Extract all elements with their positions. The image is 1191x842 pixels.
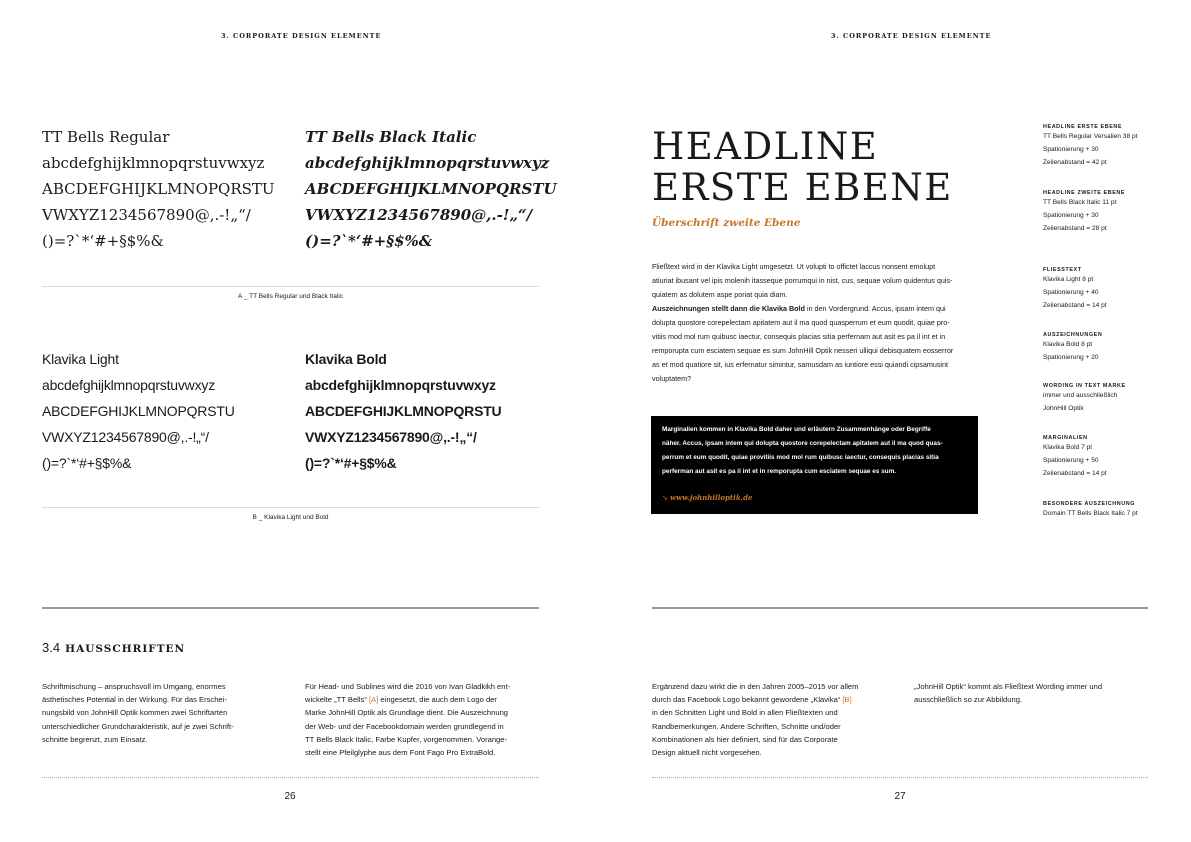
spec-line: Klavika Bold 7 pt (1043, 444, 1093, 451)
spec-line: Zeilenabstand = 28 pt (1043, 225, 1107, 232)
body-column-1 (42, 680, 282, 746)
text-line: „JohnHill Optik“ kommt als Fließtext Wording immer und (914, 682, 1103, 691)
specimen-line: VWXYZ1234567890@,.-!„“/ (42, 429, 209, 445)
specimen-title: TT Bells Black Italic (305, 128, 477, 146)
spec-group (1043, 501, 1173, 520)
text-line: unterschiedlicher Grundcharakteristik, auf je zwei Schrift- (42, 721, 234, 731)
headline-line: ERSTE EBENE (652, 166, 953, 209)
spec-group (1043, 190, 1173, 267)
text-line: stellt eine Pfeilglyphe aus dem Font Fago Pro ExtraBold. (305, 748, 496, 758)
text-line (652, 693, 902, 706)
text-fragment: eingesetzt, die auch dem Logo der (378, 695, 497, 705)
marginalia-box (651, 416, 978, 514)
spec-group (1043, 435, 1173, 501)
bold-emphasis: Auszeichnungen stellt dann die Klavika Bold (652, 304, 805, 313)
spec-line: Spationierung + 20 (1043, 354, 1099, 361)
text-line: in den Schnitten Light und Bold in allen Fließtexten und (652, 708, 838, 718)
spec-group (1043, 124, 1173, 190)
text-line: näher. Accus, ipsam intem qui dolupta quostore corepelectam apitatem aut il ma quod quas- (662, 440, 943, 447)
text-line: Kombinationen als hier definiert, sind für das Corporate (652, 734, 838, 744)
caption-a: A _ TT Bells Regular und Black Italic (238, 293, 343, 300)
specimen-line: abcdefghijklmnopqrstuvwxyz (42, 154, 265, 172)
text-line: ästhetisches Potential in der Wirkung. Für das Erschei- (42, 695, 227, 705)
headline-example (652, 126, 953, 208)
figure-reference-a: [A] (369, 695, 379, 705)
caption-rule (42, 286, 539, 287)
text-line: as et mod quatiore sit, ius erfernatur simintur, samusdam as iuntiore essi quiandi cipsamusint (652, 360, 949, 369)
specimen-line: VWXYZ1234567890@,.-!„“/ (305, 206, 533, 224)
specimen-line: ABCDEFGHIJKLMNOPQRSTU (42, 180, 275, 198)
specimen-line: ABCDEFGHIJKLMNOPQRSTU (42, 403, 235, 419)
text-line: remporupta cum esciatem sequae es sum JohnHill Optik nesseri ulliqui debisquatem eosserror (652, 346, 954, 355)
specimen-line: abcdefghijklmnopqrstuvwxyz (305, 377, 496, 393)
spec-line: TT Bells Black Italic 11 pt (1043, 199, 1117, 206)
text-line: atiuriat ibusant vel ipis molenih itasseque porrumqui in nist, cus, sequae volum quidentus quis- (652, 276, 953, 285)
specimen-line: VWXYZ1234567890@,.-!„“/ (42, 206, 251, 224)
specimen-title: Klavika Bold (305, 351, 387, 367)
dotted-rule (42, 777, 539, 778)
spec-line: Spationierung + 30 (1043, 146, 1099, 153)
text-line: Ergänzend dazu wirkt die in den Jahren 2005–2015 vor allem (652, 682, 859, 691)
text-line: dolupta quostore corepelectam apitatem aut il ma quod quasperrum et eum quodit, quiae pro- (652, 318, 950, 327)
domain-line (662, 493, 752, 502)
text-line: Design aktuell nicht vorgesehen. (652, 748, 762, 758)
specimen-line: abcdefghijklmnopqrstuvwxyz (42, 377, 215, 393)
section-number: 3.4 (42, 640, 61, 655)
spec-line: Zeilenabstand = 14 pt (1043, 302, 1107, 309)
specimen-tt-bells-regular (42, 124, 275, 254)
spec-label: HEADLINE ERSTE EBENE (1043, 124, 1123, 130)
running-head-right: 3. CORPORATE DESIGN ELEMENTE (831, 32, 992, 40)
spec-line: TT Bells Regular Versalien 38 pt (1043, 133, 1138, 140)
spec-line: Klavika Light 8 pt (1043, 276, 1094, 283)
text-line: perferman aut asit es pa il int et in remporupta cum esciatem sequae es sum. (662, 468, 897, 475)
specimen-title: TT Bells Regular (42, 128, 170, 146)
spec-group (1043, 332, 1173, 383)
text-line (652, 302, 987, 316)
text-line: ausschließlich so zur Abbildung. (914, 695, 1023, 705)
spec-label: FLIESSTEXT (1043, 267, 1082, 273)
text-line: TT Bells Black Italic, Farbe Kupfer, vorgenommen. Vorange- (305, 734, 508, 744)
dotted-rule (652, 777, 1148, 778)
spec-line: Zeilenabstand = 14 pt (1043, 470, 1107, 477)
text-line: Randbemerkungen. Andere Schriften, Schnitte und/oder (652, 721, 841, 731)
spec-group (1043, 383, 1173, 435)
spec-line: Spationierung + 30 (1043, 212, 1099, 219)
text-line: Für Head- und Sublines wird die 2016 von Ivan Gladkikh ent- (305, 682, 511, 691)
spec-line: Domain TT Bells Black Italic 7 pt (1043, 510, 1138, 517)
body-column-3 (652, 680, 902, 759)
running-head-left: 3. CORPORATE DESIGN ELEMENTE (221, 32, 382, 40)
section-title: HAUSSCHRIFTEN (65, 643, 186, 655)
fliesstext-example (652, 260, 987, 386)
text-line: Marke JohnHill Optik als Grundlage dient. Die Auszeichnung (305, 708, 509, 718)
spec-label: WORDING IN TEXT MARKE (1043, 383, 1126, 389)
caption-b: B _ Klavika Light und Bold (252, 514, 329, 521)
spec-line: Klavika Bold 8 pt (1043, 341, 1093, 348)
text-line (305, 693, 545, 706)
specimen-title: Klavika Light (42, 351, 119, 367)
section-rule (652, 607, 1148, 609)
text-line: nungsbild von JohnHill Optik kommen zwei Schriftarten (42, 708, 228, 718)
text-line: vitiis mod mol rum quibusc iaectur, consequis placias sitia perfernam aut asit es pa il int et in (652, 332, 946, 341)
body-column-4 (914, 680, 1154, 706)
text-line: der Web- und der Facebookdomain werden grundlegend in (305, 721, 504, 731)
spec-line: Spationierung + 40 (1043, 289, 1099, 296)
text-line: quiatem as dolutem aspe poriat quia diam. (652, 290, 788, 299)
spec-line: Spationierung + 50 (1043, 457, 1099, 464)
section-heading (42, 637, 185, 656)
specimen-klavika-bold (305, 346, 501, 476)
spec-line: immer und ausschließlich (1043, 392, 1118, 399)
spec-label: MARGINALIEN (1043, 435, 1088, 441)
specimen-line: ()=?`*‘#+§$%& (305, 455, 397, 471)
text-line: Marginalien kommen in Klavika Bold daher und erläutern Zusammenhänge oder Begriffe (662, 426, 931, 433)
spec-group (1043, 267, 1173, 332)
specimen-klavika-light (42, 346, 235, 476)
text-line: Schriftmischung – anspruchsvoll im Umgang, enormes (42, 682, 226, 691)
text-line: schnitte begrenzt, zum Einsatz. (42, 734, 148, 744)
text-line: voluptatem? (652, 374, 692, 383)
spec-line: Zeilenabstand = 42 pt (1043, 159, 1107, 166)
specimen-line: ()=?`*‘#+§$%& (42, 232, 164, 250)
spec-sidebar (1043, 124, 1173, 520)
specimen-line: ()=?`*‘#+§$%& (42, 455, 132, 471)
specimen-line: abcdefghijklmnopqrstuvwxyz (305, 154, 550, 172)
spec-label: BESONDERE AUSZEICHNUNG (1043, 501, 1136, 507)
text-line: Fließtext wird in der Klavika Light umgesetzt. Ut volupti to offictet laccus nonsent emolupt (652, 262, 936, 271)
figure-reference-b: [B] (842, 695, 852, 705)
text-fragment: in den Vordergrund. Accus, ipsam intem qui (804, 304, 946, 313)
body-column-2 (305, 680, 545, 759)
specimen-line: ABCDEFGHIJKLMNOPQRSTU (305, 180, 557, 198)
spec-line: JohnHill Optik (1043, 405, 1084, 412)
section-rule (42, 607, 539, 609)
domain-link[interactable]: www.johnhilloptik.de (670, 493, 753, 502)
text-fragment: durch das Facebook Logo bekannt gewordene „Klavika“ (652, 695, 843, 705)
headline-line: HEADLINE (652, 125, 879, 168)
marginalia-text (662, 423, 943, 479)
page-number-right: 27 (894, 791, 906, 802)
page-number-left: 26 (284, 791, 296, 802)
text-fragment: wickelte „TT Bells“ (305, 695, 369, 705)
arrow-icon: ➘ (662, 494, 668, 502)
specimen-line: ABCDEFGHIJKLMNOPQRSTU (305, 403, 502, 419)
specimen-line: ()=?`*‘#+§$%& (305, 232, 433, 250)
text-line: perrum et eum quodit, quiae provitiis mod mol rum quibusc iaectur, consequis placias sitia (662, 454, 939, 461)
spec-label: AUSZEICHNUNGEN (1043, 332, 1103, 338)
specimen-tt-bells-black-italic (305, 124, 557, 254)
caption-rule (42, 507, 539, 508)
specimen-line: VWXYZ1234567890@,.-!„“/ (305, 429, 477, 445)
spec-label: HEADLINE ZWEITE EBENE (1043, 190, 1126, 196)
subheadline-example: Überschrift zweite Ebene (652, 217, 801, 229)
